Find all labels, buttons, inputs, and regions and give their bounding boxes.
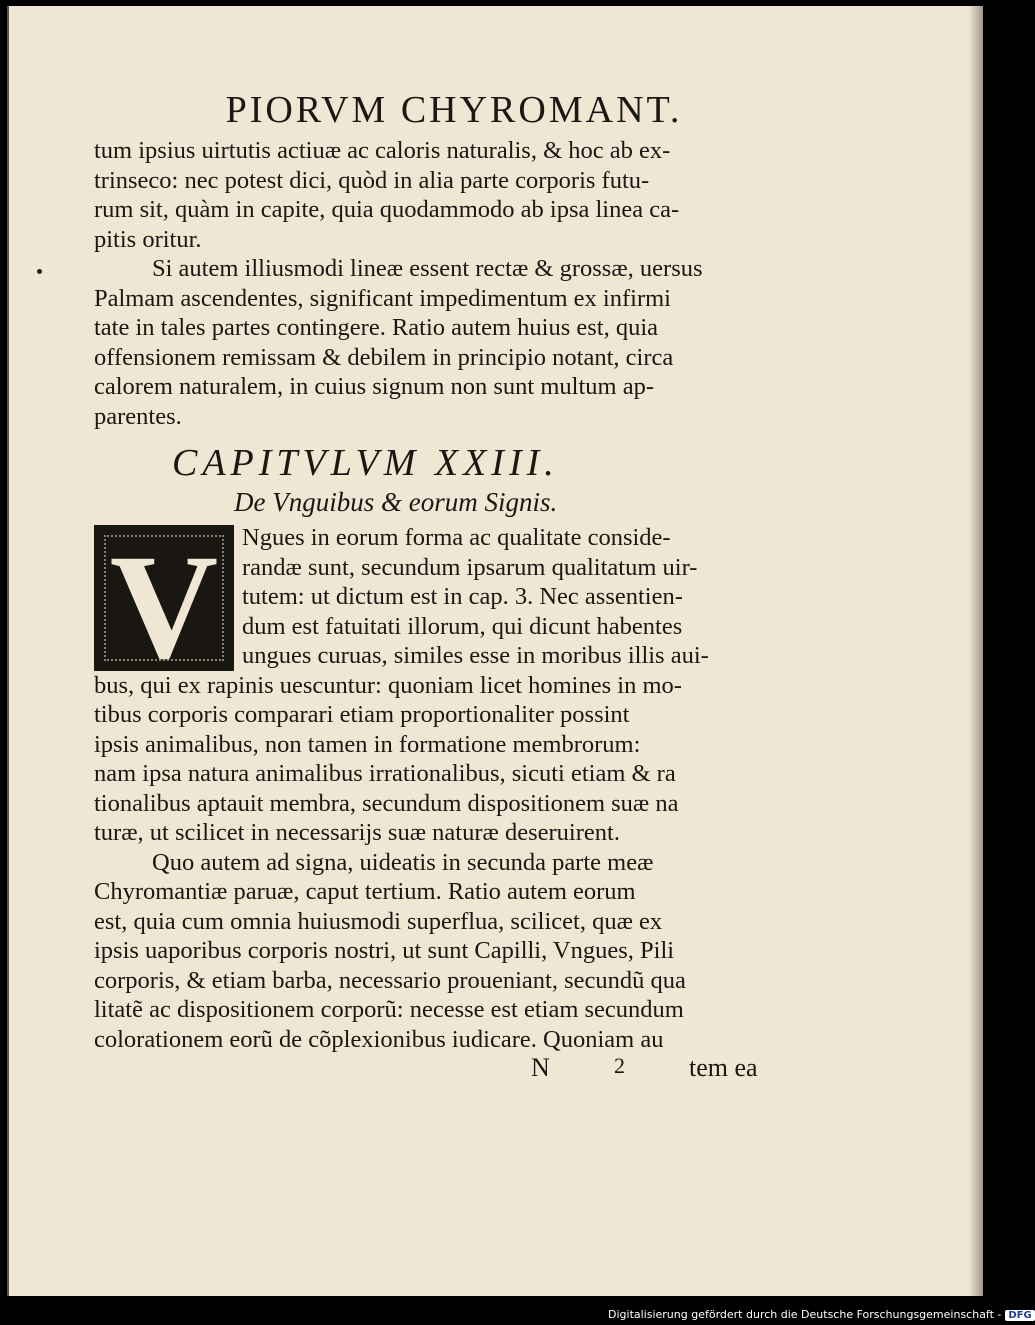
text-line: randæ sunt, secundum ipsarum qualitatum uir- — [242, 553, 698, 581]
text-line: Quo autem ad signa, uideatis in secunda parte meæ — [152, 848, 654, 876]
text-line: turæ, ut scilicet in necessarijs suæ naturæ deseruirent. — [94, 819, 620, 846]
page-text — [94, 86, 774, 1054]
text-line: litatẽ ac dispositionem corporũ: necesse est etiam secundum — [94, 996, 684, 1023]
running-header: PIORVM CHYROMANT. — [225, 89, 683, 131]
ink-spot — [37, 269, 42, 274]
funding-credit — [608, 1308, 1035, 1321]
text-line: trinseco: nec potest dici, quòd in alia parte corporis futu- — [94, 166, 650, 194]
signature-mark: N — [531, 1053, 550, 1082]
text-line: pitis oritur. — [94, 225, 202, 253]
text-line: Ngues in eorum forma ac qualitate conside- — [242, 524, 671, 551]
text-line: tate in tales partes contingere. Ratio autem huius est, quia — [94, 314, 659, 341]
text-line: corporis, & etiam barba, necessario proueniant, secundũ qua — [94, 966, 686, 994]
credit-text: Digitalisierung gefördert durch die Deutsche Forschungsgemeinschaft - — [608, 1308, 1002, 1321]
text-line: tionalibus aptauit membra, secundum dispositionem suæ na — [94, 789, 679, 817]
text-line: tum ipsius uirtutis actiuæ ac caloris naturalis, & hoc ab ex- — [94, 137, 671, 164]
chapter-subtitle: De Vnguibus & eorum Signis. — [234, 487, 558, 517]
text-line: calorem naturalem, in cuius signum non sunt multum ap- — [94, 373, 654, 400]
text-line: tibus corporis comparari etiam proportionaliter possint — [94, 701, 630, 728]
text-line: dum est fatuitati illorum, qui dicunt habentes — [242, 612, 683, 640]
initial-letter: V — [109, 524, 219, 690]
dfg-logo: DFG — [1005, 1310, 1034, 1321]
text-line: rum sit, quàm in capite, quia quodammodo ab ipsa linea ca- — [94, 196, 680, 223]
book-page — [7, 6, 983, 1296]
text-line: Si autem illiusmodi lineæ essent rectæ & grossæ, uersus — [152, 255, 703, 282]
text-line: offensionem remissam & debilem in principio notant, circa — [94, 343, 674, 371]
text-line: colorationem eorũ de cõplexionibus iudicare. Quoniam au — [94, 1025, 664, 1053]
text-line: Chyromantiæ paruæ, caput tertium. Ratio autem eorum — [94, 878, 636, 905]
signature-number: 2 — [614, 1053, 625, 1078]
text-line: nam ipsa natura animalibus irrationalibus, sicuti etiam & ra — [94, 760, 676, 787]
catchword: tem ea — [689, 1053, 758, 1082]
text-line: est, quia cum omnia huiusmodi superflua, scilicet, quæ ex — [94, 907, 663, 935]
decorated-initial — [94, 524, 234, 690]
text-line: ungues curuas, similes esse in moribus illis aui- — [242, 642, 709, 669]
chapter-title: CAPITVLVM XXIII. — [172, 442, 559, 484]
text-line: tutem: ut dictum est in cap. 3. Nec assentien- — [242, 583, 683, 610]
text-line: bus, qui ex rapinis uescuntur: quoniam licet homines in mo- — [94, 671, 682, 699]
text-line: ipsis animalibus, non tamen in formatione membrorum: — [94, 730, 641, 758]
text-line: Palmam ascendentes, significant impedimentum ex infirmi — [94, 284, 671, 312]
text-line: parentes. — [94, 402, 182, 430]
text-line: ipsis uaporibus corporis nostri, ut sunt Capilli, Vngues, Pili — [94, 937, 675, 964]
